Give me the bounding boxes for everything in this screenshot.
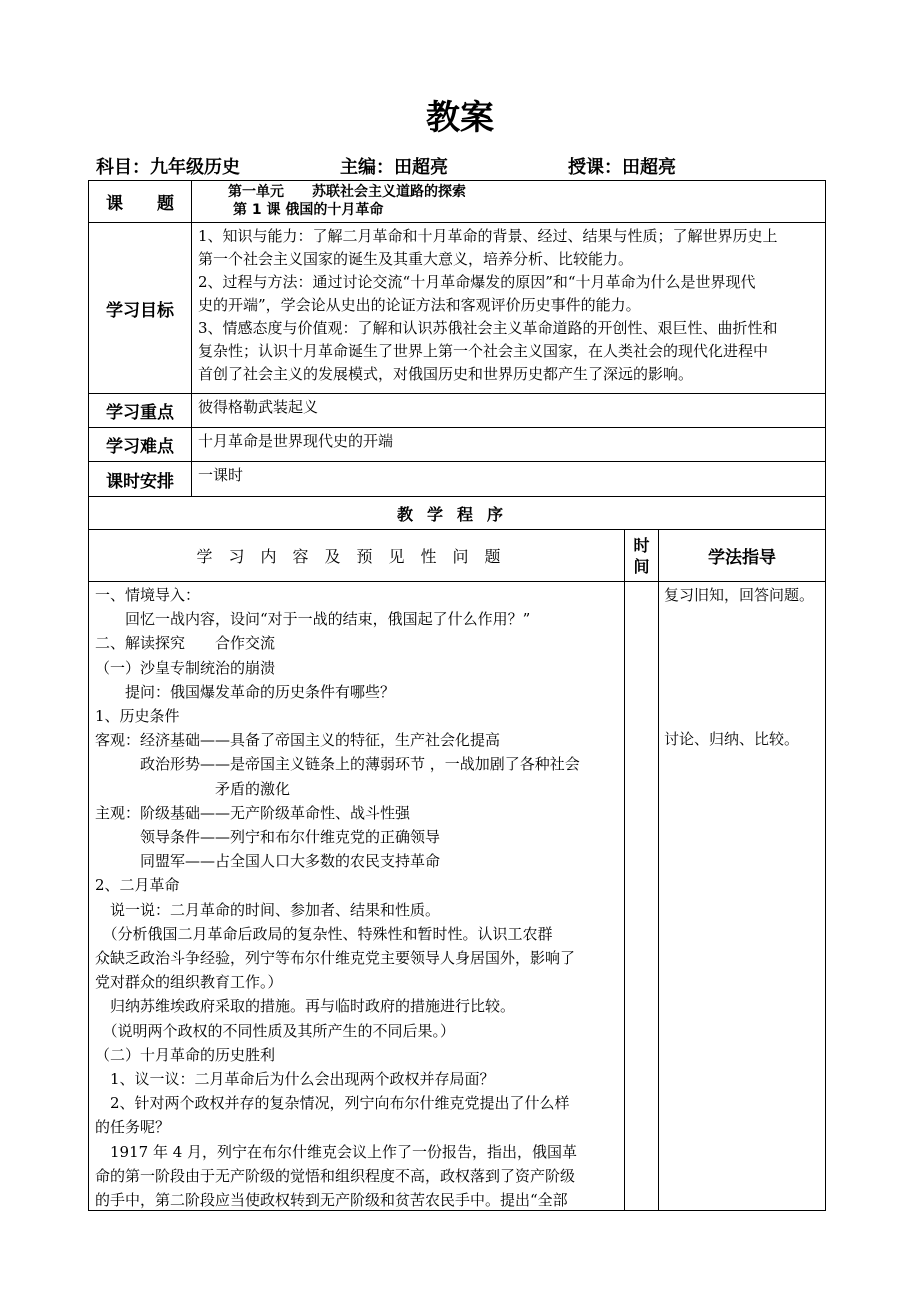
schedule-label: 课时安排 <box>89 462 192 496</box>
key-label: 学习重点 <box>89 394 192 427</box>
topic-label: 课 题 <box>89 181 192 222</box>
difficulty-label: 学习难点 <box>89 428 192 461</box>
content-line: （说明两个政权的不同性质及其所产生的不同后果。） <box>95 1021 456 1040</box>
content-line: 矛盾的激化 <box>95 779 291 798</box>
schedule-value: 一课时 <box>198 466 244 484</box>
schedule-row <box>89 462 825 497</box>
difficulty-value: 十月革命是世界现代史的开端 <box>198 432 394 450</box>
subject-label: 科目：九年级历史 <box>96 157 240 178</box>
page-title: 教案 <box>426 98 494 138</box>
goal-line: 复杂性；认识十月革命诞生了世界上第一个社会主义国家，在人类社会的现代化进程中 <box>198 342 769 360</box>
goal-line: 1、知识与能力：了解二月革命和十月革命的背景、经过、结果与性质；了解世界历史上 <box>198 227 778 245</box>
lesson-title: 第 1 课 俄国的十月革命 <box>233 202 384 218</box>
content-line: 归纳苏维埃政府采取的措施。再与临时政府的措施进行比较。 <box>95 997 516 1016</box>
goal-line: 2、过程与方法：通过讨论交流“十月革命爆发的原因”和“十月革命为什么是世界现代 <box>198 273 756 291</box>
content-line: 政治形势——是帝国主义链条上的薄弱环节 ，一战加剧了各种社会 <box>95 755 580 774</box>
content-line: 领导条件——列宁和布尔什维克党的正确领导 <box>95 828 441 847</box>
goal-line: 3、情感态度与价值观：了解和认识苏俄社会主义革命道路的开创性、艰巨性、曲折性和 <box>198 319 778 337</box>
content-line: 客观：经济基础——具备了帝国主义的特征，生产社会化提高 <box>95 731 501 750</box>
procedure-heading: 教学程序 <box>396 504 517 524</box>
content-line: 众缺乏政治斗争经验，列宁等布尔什维克党主要领导人身居国外，影响了 <box>95 949 576 968</box>
lesson-plan-table <box>88 180 826 1211</box>
difficulty-row <box>89 428 825 462</box>
content-line: 提问：俄国爆发革命的历史条件有哪些？ <box>95 682 396 701</box>
goals-text <box>192 223 825 393</box>
content-line: 同盟军——占全国人口大多数的农民支持革命 <box>95 852 441 871</box>
content-col-header: 学习内容及预见性问题 <box>196 547 517 566</box>
goals-label: 学习目标 <box>89 223 192 393</box>
key-value: 彼得格勒武装起义 <box>198 398 319 416</box>
goals-row <box>89 223 825 394</box>
content-line: （二）十月革命的历史胜利 <box>95 1045 276 1064</box>
goal-line: 首创了社会主义的发展模式，对俄国历史和世界历史都产生了深远的影响。 <box>198 365 694 383</box>
content-line: 一、情境导入： <box>95 586 201 604</box>
content-line: 1、历史条件 <box>95 707 180 726</box>
content-line: 回忆一战内容，设问“对于一战的结束，俄国起了什么作用？” <box>95 610 531 629</box>
time-cell <box>625 582 659 1210</box>
content-cell <box>89 582 625 1210</box>
content-line: （分析俄国二月革命后政局的复杂性、特殊性和暂时性。认识工农群 <box>95 924 553 943</box>
guide-discuss: 讨论、归纳、比较。 <box>664 730 800 748</box>
content-line: 二、解读探究 合作交流 <box>95 634 276 653</box>
unit-title: 第一单元 苏联社会主义道路的探索 <box>228 184 466 200</box>
content-line: 的任务呢？ <box>95 1118 171 1137</box>
goal-line: 史的开端”，学会论从史出的论证方法和客观评价历史事件的能力。 <box>198 296 641 314</box>
procedure-body-row <box>89 582 825 1210</box>
guide-review: 复习旧知，回答问题。 <box>664 586 815 604</box>
content-line: 2、针对两个政权并存的复杂情况，列宁向布尔什维克党提出了什么样 <box>95 1094 570 1113</box>
procedure-heading-row <box>89 497 825 530</box>
content-line: 的手中，第二阶段应当使政权转到无产阶级和贫苦农民手中。提出“全部 <box>95 1191 568 1210</box>
goal-line: 第一个社会主义国家的诞生及其重大意义，培养分析、比较能力。 <box>198 250 634 268</box>
content-line: 命的第一阶段由于无产阶级的觉悟和组织程度不高，政权落到了资产阶级 <box>95 1166 576 1185</box>
content-line: 2、二月革命 <box>95 876 180 895</box>
content-line: 主观：阶级基础——无产阶级革命性、战斗性强 <box>95 803 411 822</box>
content-line: 说一说：二月革命的时间、参加者、结果和性质。 <box>95 900 441 919</box>
content-line: 1917 年 4 月，列宁在布尔什维克会议上作了一份报告，指出，俄国革 <box>95 1142 578 1161</box>
procedure-header-row <box>89 530 825 582</box>
key-row <box>89 394 825 428</box>
teacher-label: 授课：田超亮 <box>568 157 676 178</box>
content-line: 党对群众的组织教育工作。） <box>95 973 283 992</box>
guide-col-header: 学法指导 <box>708 548 776 568</box>
time-col-header: 时间 <box>633 535 650 576</box>
guide-cell <box>659 582 825 1210</box>
content-line: （一）沙皇专制统治的崩溃 <box>95 658 276 677</box>
content-line: 1、议一议：二月革命后为什么会出现两个政权并存局面？ <box>95 1070 495 1089</box>
editor-label: 主编：田超亮 <box>340 157 448 178</box>
topic-row <box>89 181 825 223</box>
